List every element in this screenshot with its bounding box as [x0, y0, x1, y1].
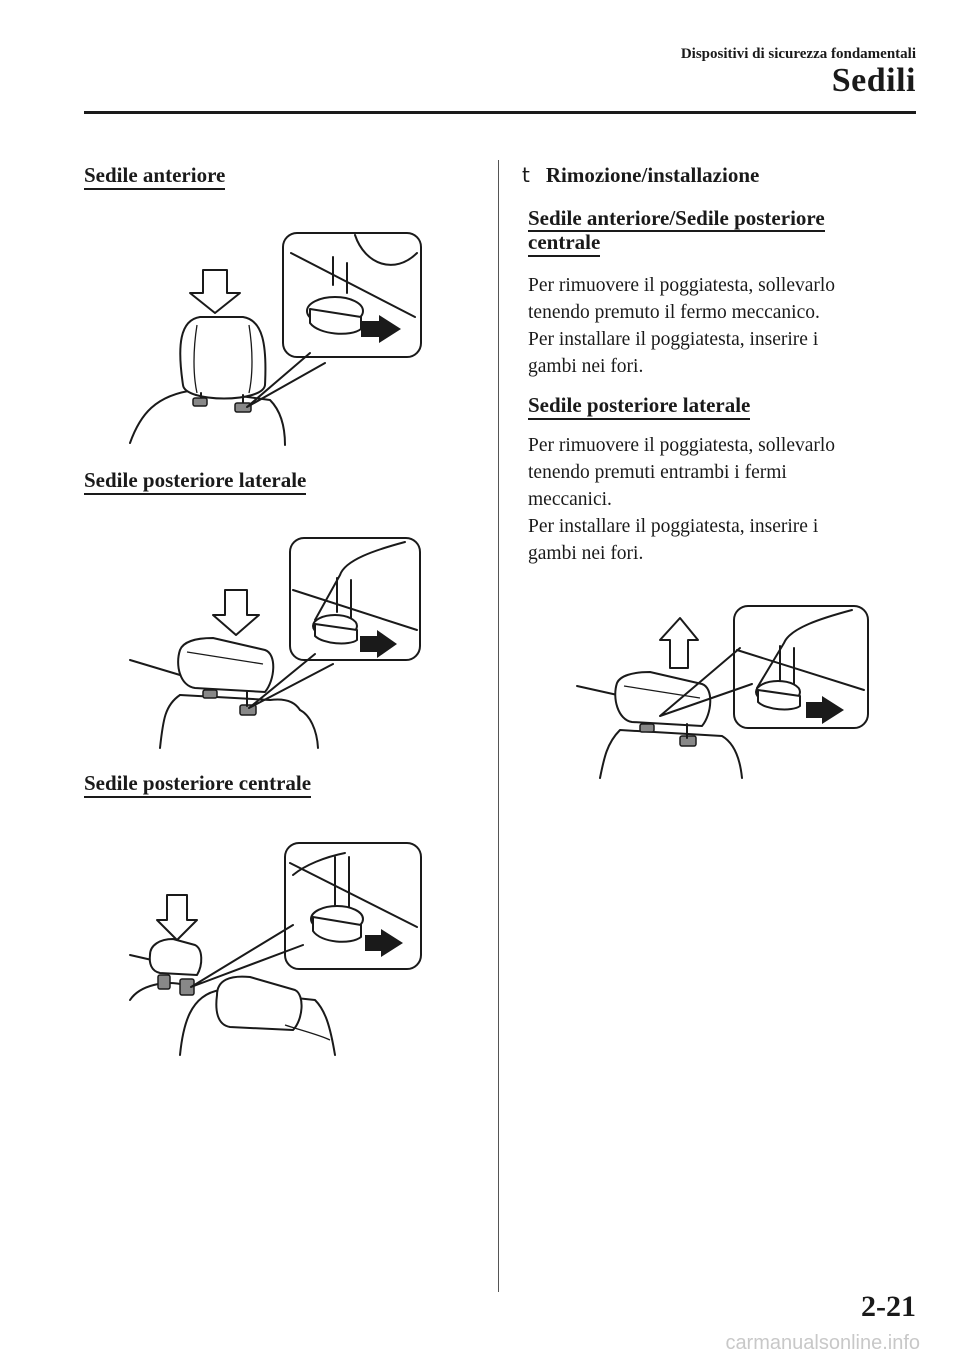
section-title: Dispositivi di sicurezza fondamentali: [680, 46, 916, 62]
rear-side-paragraph: [528, 432, 898, 567]
paragraph-line: gambi nei fori.: [528, 543, 644, 564]
bullet-icon: t: [522, 163, 530, 187]
front-center-paragraph: [528, 272, 898, 380]
rear-side-seat-headrest-illustration: [125, 530, 430, 755]
rear-side-seat-heading: Sedile posteriore laterale: [84, 468, 306, 495]
paragraph-line: Per installare il poggiatesta, inserire i: [528, 329, 819, 350]
paragraph-line: tenendo premuto il fermo meccanico.: [528, 302, 820, 323]
front-seat-heading: Sedile anteriore: [84, 163, 225, 190]
column-divider: [498, 160, 499, 1292]
subtitle-text: Rimozione/installazione: [545, 163, 760, 187]
front-center-heading: [528, 206, 825, 257]
rear-side-removal-illustration: [572, 598, 877, 788]
rear-side-heading: Sedile posteriore laterale: [528, 393, 750, 420]
watermark: carmanualsonline.info: [725, 1332, 920, 1354]
paragraph-line: meccanici.: [528, 489, 612, 510]
paragraph-line: tenendo premuti entrambi i fermi: [528, 462, 787, 483]
rear-center-seat-headrest-illustration: [125, 835, 430, 1060]
header-rule: [84, 111, 916, 114]
paragraph-line: Per rimuovere il poggiatesta, sollevarlo: [528, 275, 836, 296]
front-seat-headrest-illustration: [125, 225, 430, 450]
paragraph-line: Per rimuovere il poggiatesta, sollevarlo: [528, 435, 836, 456]
front-center-heading-line1: Sedile anteriore/Sedile posteriore: [528, 206, 825, 230]
front-center-heading-line2: centrale: [528, 230, 600, 257]
rear-center-seat-heading: Sedile posteriore centrale: [84, 771, 311, 798]
paragraph-line: gambi nei fori.: [528, 356, 644, 377]
removal-installation-subtitle: [522, 163, 759, 188]
page-title: Sedili: [831, 62, 916, 99]
page-number: 2-21: [861, 1290, 916, 1323]
paragraph-line: Per installare il poggiatesta, inserire i: [528, 516, 819, 537]
